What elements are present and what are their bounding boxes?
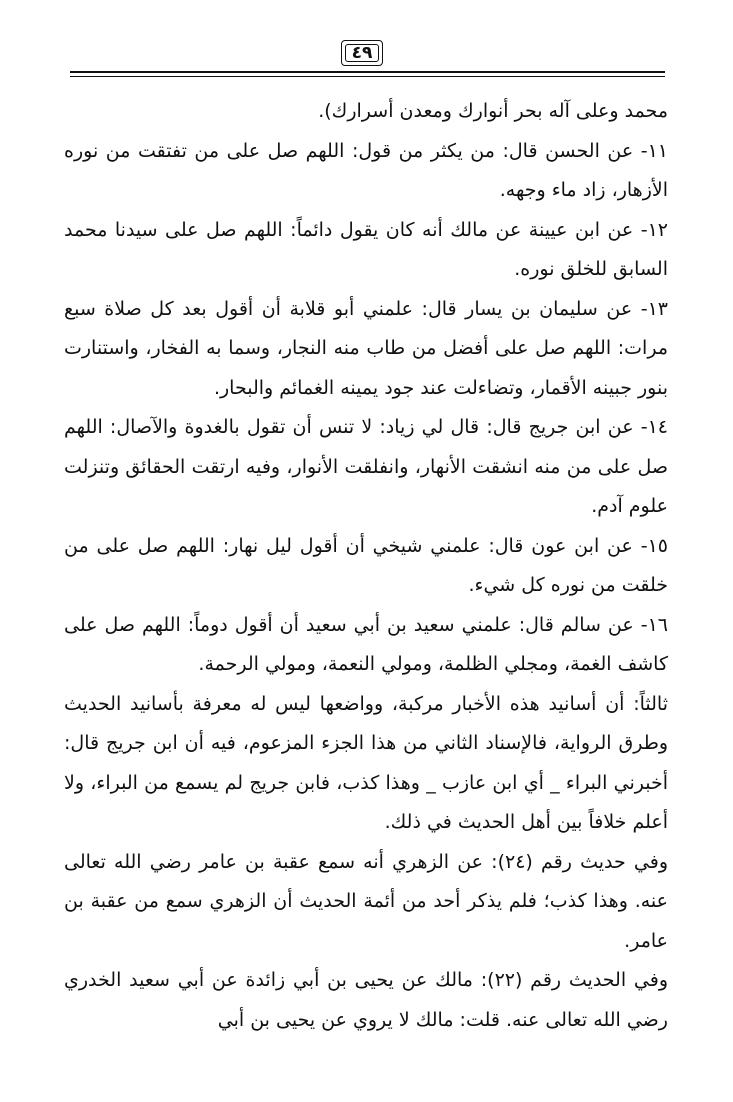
paragraph-third-point: ثالثاً: أن أسانيد هذه الأخبار مركبة، وواضعها ليس له معرفة بأسانيد الحديث وطرق الرواية، فالإسناد الثاني من هذا الجزء المزعوم، فيه أن ابن جريج قال: أخبرني البراء _ أي ابن عازب _ وهذا كذب، فابن جريج لم يسمع من البراء، ولا أعلم خلافاً بين أهل الحديث في ذلك. xyxy=(64,692,668,833)
header-rule-thick xyxy=(70,71,665,73)
paragraph-hadith-16: ١٦- عن سالم قال: علمني سعيد بن أبي سعيد أن أقول دوماً: اللهم صل على كاشف الغمة، ومجلي الظلمة، ومولي النعمة، ومولي الرحمة. xyxy=(64,613,668,675)
page-header xyxy=(0,0,733,90)
paragraph-hadith-22: وفي الحديث رقم (٢٢): مالك عن يحيى بن أبي زائدة عن أبي سعيد الخدري رضي الله تعالى عنه. قلت: مالك لا يروي عن يحيى بن أبي xyxy=(64,969,669,1031)
paragraph-hadith-24: وفي حديث رقم (٢٤): عن الزهري أنه سمع عقبة بن عامر رضي الله تعالى عنه. وهذا كذب؛ فلم يذكر أحد من أئمة الحديث أن الزهري سمع من عقبة بن عامر. xyxy=(64,850,668,952)
page-number: ٤٩ xyxy=(341,40,383,66)
paragraph-hadith-14: ١٤- عن ابن جريج قال: قال لي زياد: لا تنس أن تقول بالغدوة والآصال: اللهم صل على من منه انشقت الأنهار، وانفلقت الأنوار، وفيه ارتقت الحقائق وتنزلت علوم آدم. xyxy=(64,416,668,517)
page-body xyxy=(64,92,668,1040)
paragraph-hadith-13: ١٣- عن سليمان بن يسار قال: علمني أبو قلابة أن أقول بعد كل صلاة سبع مرات: اللهم صل على أفضل من طاب منه النجار، وسما به الفخار، واستنارت بنور جبينه الأقمار، وتضاءلت عند جود يمينه الغمائم والبحار. xyxy=(64,297,668,399)
paragraph-hadith-11: ١١- عن الحسن قال: من يكثر من قول: اللهم صل على من تفتقت من نوره الأزهار، زاد ماء وجهه. xyxy=(64,139,668,201)
header-rule-thin xyxy=(70,76,665,77)
paragraph-continuation: محمد وعلى آله بحر أنوارك ومعدن أسرارك). xyxy=(318,100,668,122)
paragraph-hadith-15: ١٥- عن ابن عون قال: علمني شيخي أن أقول ليل نهار: اللهم صل على من خلقت من نوره كل شيء. xyxy=(64,534,668,596)
paragraph-hadith-12: ١٢- عن ابن عيينة عن مالك أنه كان يقول دائماً: اللهم صل على سيدنا محمد السابق للخلق نوره. xyxy=(64,218,668,280)
